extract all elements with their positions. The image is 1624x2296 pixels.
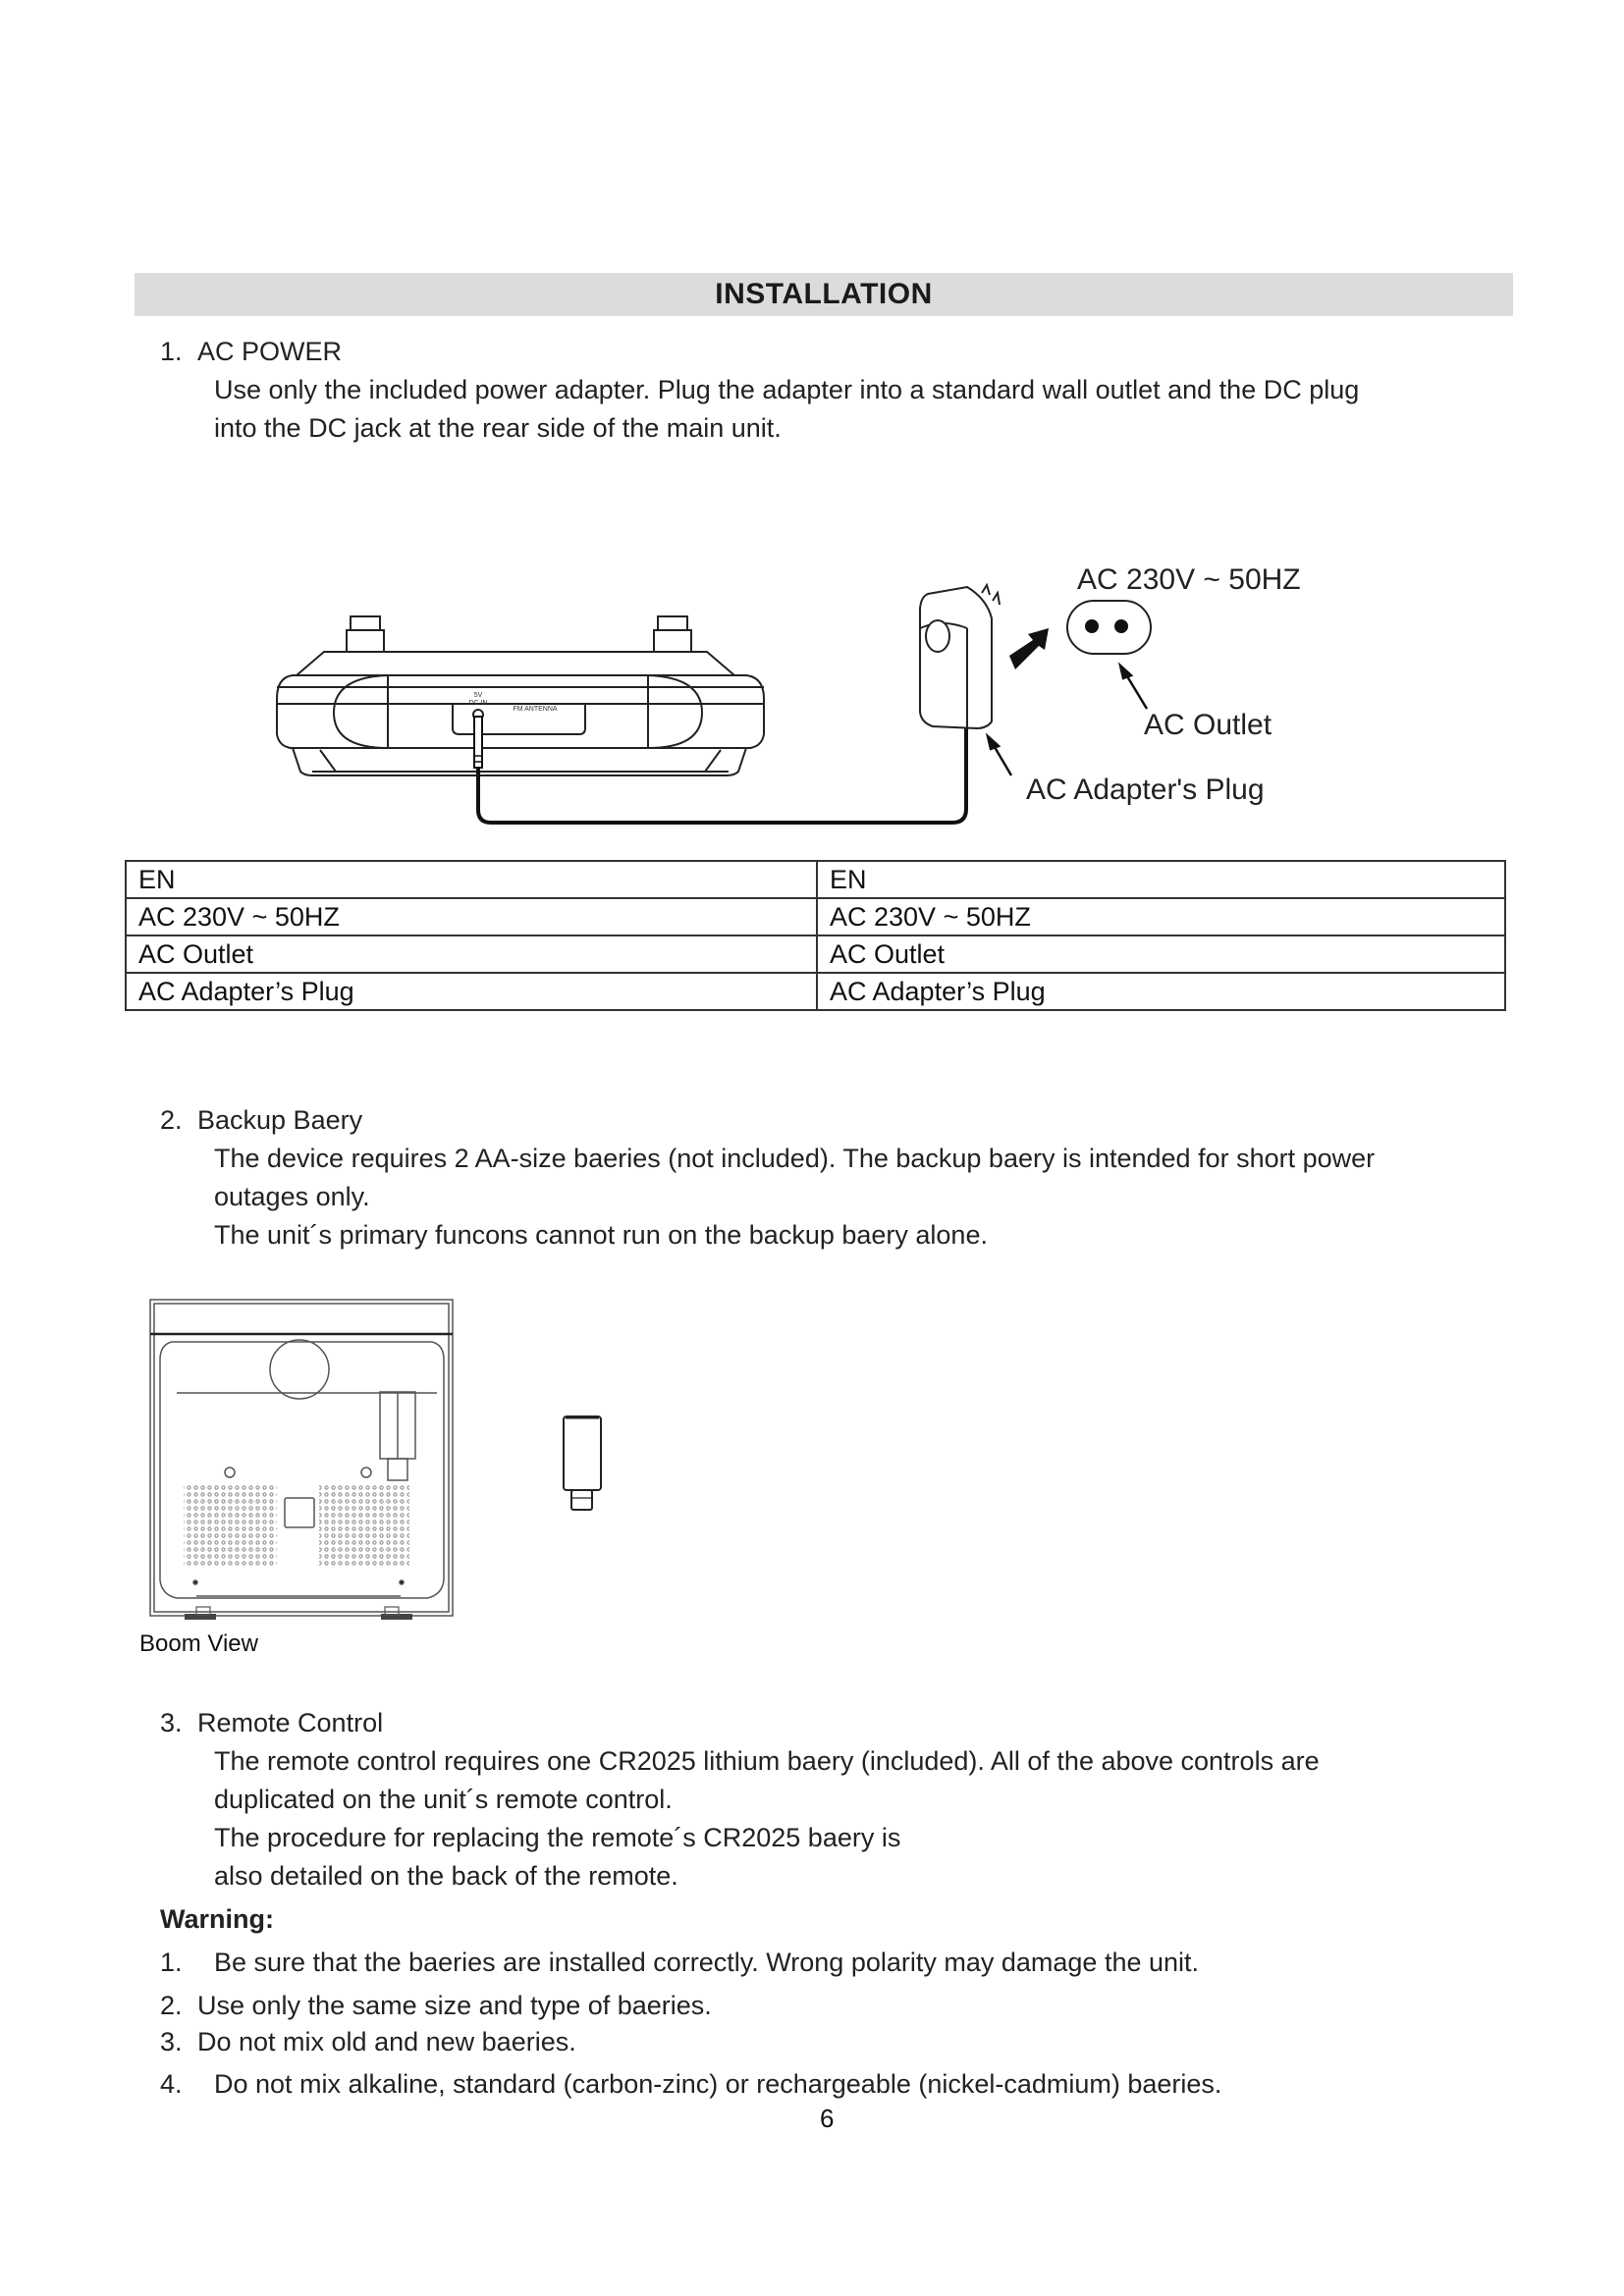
ac-adapter-plug-label: AC Adapter's Plug bbox=[1026, 774, 1265, 806]
section-title: INSTALLATION bbox=[715, 278, 933, 310]
ac-outlet-label: AC Outlet bbox=[1144, 709, 1272, 741]
body-line: The procedure for replacing the remote´s CR2025 baery is bbox=[214, 1823, 901, 1852]
item-heading: AC POWER bbox=[197, 337, 343, 366]
bottom-view-caption: Boom View bbox=[139, 1630, 258, 1657]
item-number: 3. bbox=[160, 1708, 183, 1737]
table-cell: AC Outlet bbox=[817, 935, 1505, 973]
ac-voltage-label: AC 230V ~ 50HZ bbox=[1077, 563, 1301, 596]
body-line: into the DC jack at the rear side of the main unit. bbox=[214, 413, 782, 443]
body-line: also detailed on the back of the remote. bbox=[214, 1861, 678, 1891]
battery-icon bbox=[564, 1416, 601, 1510]
item-heading: Backup Baery bbox=[197, 1105, 363, 1135]
body-line: The device requires 2 AA-size baeries (not included). The backup baery is intended for short power bbox=[214, 1144, 1376, 1173]
warning-number: 3. bbox=[160, 2027, 183, 2056]
table-cell: AC Adapter’s Plug bbox=[817, 973, 1505, 1010]
warning-text: Do not mix alkaline, standard (carbon-zinc) or rechargeable (nickel-cadmium) baeries. bbox=[214, 2069, 1222, 2099]
fm-antenna-label: FM ANTENNA bbox=[513, 706, 558, 713]
item-heading: Remote Control bbox=[197, 1708, 384, 1737]
table-cell: AC Outlet bbox=[126, 935, 817, 973]
body-line: Use only the included power adapter. Plug the adapter into a standard wall outlet and the DC plug bbox=[214, 375, 1360, 404]
dc-in-label: DC IN bbox=[468, 700, 488, 707]
table-cell: EN bbox=[817, 861, 1505, 898]
table-cell: AC 230V ~ 50HZ bbox=[817, 898, 1505, 935]
item-number: 2. bbox=[160, 1105, 183, 1135]
warning-text: Do not mix old and new baeries. bbox=[197, 2027, 576, 2056]
warning-number: 1. bbox=[160, 1948, 183, 1977]
item-number: 1. bbox=[160, 337, 183, 366]
body-line: The remote control requires one CR2025 lithium baery (included). All of the above controls are bbox=[214, 1746, 1320, 1776]
warning-text: Be sure that the baeries are installed correctly. Wrong polarity may damage the unit. bbox=[214, 1948, 1200, 1977]
table-cell: AC 230V ~ 50HZ bbox=[126, 898, 817, 935]
table-cell: AC Adapter’s Plug bbox=[126, 973, 817, 1010]
body-line: duplicated on the unit´s remote control. bbox=[214, 1785, 673, 1814]
page-number: 6 bbox=[820, 2104, 835, 2133]
dc-in-voltage-label: 5V bbox=[473, 692, 483, 699]
warning-number: 2. bbox=[160, 1991, 183, 2020]
warning-number: 4. bbox=[160, 2069, 183, 2099]
warning-title: Warning: bbox=[160, 1904, 274, 1934]
warning-text: Use only the same size and type of baeries. bbox=[197, 1991, 712, 2020]
body-line: The unit´s primary funcons cannot run on the backup baery alone. bbox=[214, 1220, 988, 1250]
table-cell: EN bbox=[126, 861, 817, 898]
body-line: outages only. bbox=[214, 1182, 370, 1211]
